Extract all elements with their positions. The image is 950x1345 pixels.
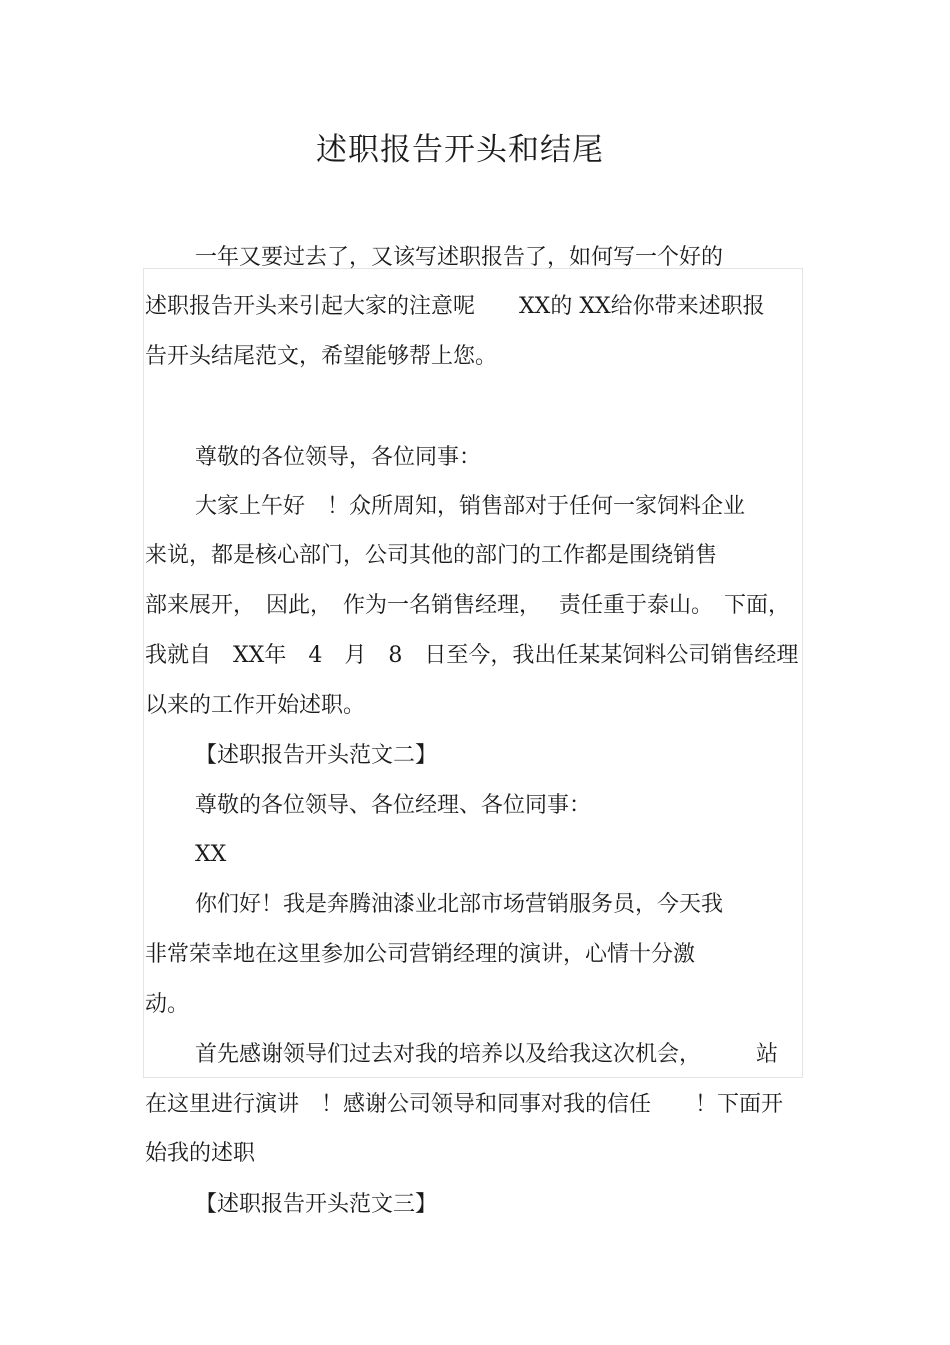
paragraph-line: 以来的工作开始述职。 bbox=[145, 693, 366, 718]
paragraph-line: 在这里进行演讲 ！感谢公司领导和同事对我的信任 ！下面开 bbox=[145, 1092, 784, 1117]
greeting-line: 尊敬的各位领导、各位经理、各位同事： bbox=[195, 793, 592, 818]
paragraph-line: 述职报告开头来引起大家的注意呢 XX的 XX给你带来述职报 bbox=[145, 294, 765, 319]
paragraph-line: 部来展开， 因此， 作为一名销售经理， 责任重于泰山。 下面， bbox=[145, 593, 790, 618]
section-heading: 【述职报告开头范文三】 bbox=[195, 1192, 438, 1217]
paragraph-line: 告开头结尾范文，希望能够帮上您。 bbox=[145, 344, 498, 369]
greeting-line: 尊敬的各位领导，各位同事： bbox=[195, 445, 482, 470]
paragraph-line: 首先感谢领导们过去对我的培养以及给我这次机会， 站 bbox=[195, 1042, 779, 1067]
paragraph-line: XX bbox=[195, 842, 227, 867]
section-heading: 【述职报告开头范文二】 bbox=[195, 743, 438, 768]
paragraph-line: 来说，都是核心部门，公司其他的部门的工作都是围绕销售 bbox=[145, 543, 718, 568]
document-title: 述职报告开头和结尾 bbox=[316, 132, 604, 168]
paragraph-line: 动。 bbox=[145, 992, 190, 1017]
paragraph-line: 一年又要过去了，又该写述职报告了，如何写一个好的 bbox=[195, 245, 724, 270]
paragraph-line: 大家上午好 ！众所周知，销售部对于任何一家饲料企业 bbox=[195, 494, 746, 519]
paragraph-line: 我就自 XX年 4 月 8 日至今，我出任某某饲料公司销售经理 bbox=[145, 643, 799, 668]
paragraph-line: 始我的述职 bbox=[145, 1141, 256, 1166]
paragraph-line: 你们好！我是奔腾油漆业北部市场营销服务员，今天我 bbox=[195, 892, 724, 917]
paragraph-line: 非常荣幸地在这里参加公司营销经理的演讲，心情十分激 bbox=[145, 942, 696, 967]
